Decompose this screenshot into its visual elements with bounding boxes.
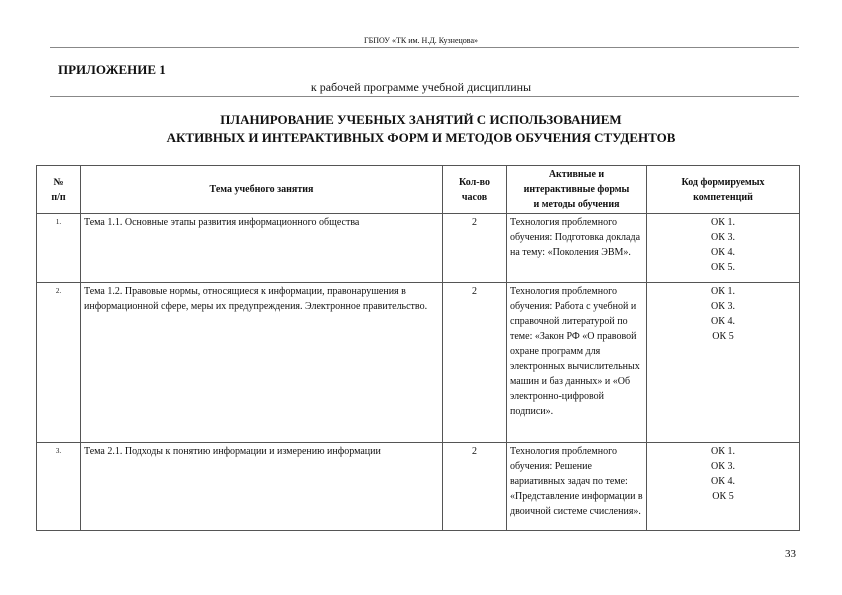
header-codes [647, 166, 800, 214]
row-hours: 2 [443, 443, 507, 531]
header-divider [50, 47, 799, 48]
competency-code: ОК 3. [711, 301, 735, 312]
row-forms: Технология проблемного обучения: Работа с учебной и справочной литературой по теме: «Закон РФ «О правовой охране программ для электронных вычислительных машин и баз данных» и «Об электронно-цифровой подписи». [507, 283, 647, 443]
header-hours-line2: часов [461, 191, 488, 203]
header-forms [507, 166, 647, 214]
row-number: 2. [37, 283, 81, 443]
header-number [37, 166, 81, 214]
competency-code: ОК 5 [712, 491, 734, 502]
competency-code: ОК 4. [711, 247, 735, 258]
row-hours: 2 [443, 283, 507, 443]
document-title-line2: АКТИВНЫХ И ИНТЕРАКТИВНЫХ ФОРМ И МЕТОДОВ ОБУЧЕНИЯ СТУДЕНТОВ [166, 130, 676, 145]
table-row [37, 214, 800, 283]
header-forms-line1: Активные и [548, 169, 605, 180]
subtitle-divider [50, 96, 799, 97]
table-header-row [37, 166, 800, 214]
row-number: 3. [37, 443, 81, 531]
header-hours [443, 166, 507, 214]
competency-code: ОК 5 [712, 331, 734, 342]
header-hours-line1: Кол-во [459, 176, 490, 188]
row-number: 1. [37, 214, 81, 283]
table-row [37, 283, 800, 443]
header-topic: Тема учебного занятия [81, 166, 443, 214]
row-codes [647, 214, 800, 283]
competency-code: ОК 4. [711, 476, 735, 487]
row-forms: Технология проблемного обучения: Решение вариативных задач по теме: «Представление информации в двоичной системе счисления». [507, 443, 647, 531]
competency-code: ОК 5. [711, 262, 735, 273]
row-forms: Технология проблемного обучения: Подготовка доклада на тему: «Поколения ЭВМ». [507, 214, 647, 283]
header-number-line2: п/п [51, 191, 66, 203]
lesson-planning-table [36, 165, 800, 531]
row-topic: Тема 1.1. Основные этапы развития информационного общества [81, 214, 443, 283]
page-number: 33 [785, 548, 796, 560]
competency-code: ОК 1. [711, 217, 735, 228]
running-header: ГБПОУ «ТК им. Н.Д. Кузнецова» [363, 36, 479, 45]
table-row [37, 443, 800, 531]
row-codes [647, 443, 800, 531]
competency-code: ОК 1. [711, 446, 735, 457]
competency-code: ОК 1. [711, 286, 735, 297]
header-number-line1: № [53, 176, 64, 188]
header-codes-line1: Код формируемых [681, 176, 765, 188]
competency-code: ОК 4. [711, 316, 735, 327]
competency-code: ОК 3. [711, 461, 735, 472]
appendix-label: ПРИЛОЖЕНИЕ 1 [58, 62, 166, 77]
appendix-subtitle: к рабочей программе учебной дисциплины [310, 80, 532, 94]
row-hours: 2 [443, 214, 507, 283]
row-topic: Тема 1.2. Правовые нормы, относящиеся к информации, правонарушения в информационной сфере, меры их предупреждения. Электронное правительство. [81, 283, 443, 443]
competency-code: ОК 3. [711, 232, 735, 243]
header-forms-line2: интерактивные формы [523, 184, 630, 195]
document-title-line1: ПЛАНИРОВАНИЕ УЧЕБНЫХ ЗАНЯТИЙ С ИСПОЛЬЗОВАНИЕМ [220, 112, 622, 127]
header-codes-line2: компетенций [693, 191, 753, 203]
header-forms-line3: и методы обучения [533, 199, 620, 210]
row-codes [647, 283, 800, 443]
row-topic: Тема 2.1. Подходы к понятию информации и измерению информации [81, 443, 443, 531]
